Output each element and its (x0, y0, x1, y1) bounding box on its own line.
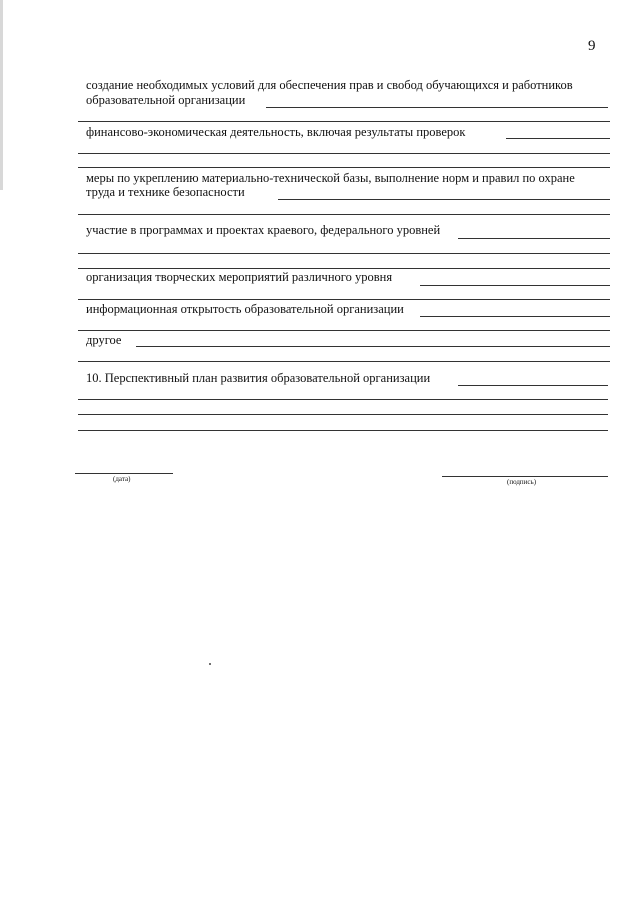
openness-answer-line[interactable] (420, 316, 610, 317)
other-answer-line[interactable] (78, 361, 610, 362)
scan-artifact (209, 663, 211, 665)
material-answer-line[interactable] (278, 199, 610, 200)
date-caption: (дата) (113, 475, 131, 483)
signature-line[interactable] (442, 476, 608, 477)
scan-left-edge (0, 0, 3, 190)
openness-answer-line[interactable] (78, 330, 610, 331)
openness-label: информационная открытость образовательной организации (86, 302, 404, 316)
plan-answer-line[interactable] (78, 399, 608, 400)
openness-answer-line[interactable] (78, 299, 610, 300)
creative-label: организация творческих мероприятий различного уровня (86, 270, 393, 284)
finance-answer-line[interactable] (78, 153, 610, 154)
programs-label: участие в программах и проектах краевого, федерального уровней (86, 223, 441, 237)
plan-answer-line[interactable] (78, 414, 608, 415)
finance-label: финансово-экономическая деятельность, включая результаты проверок (86, 125, 466, 139)
other-label: другое (86, 333, 122, 347)
conditions-answer-line[interactable] (266, 107, 608, 108)
material-label-line2: труда и технике безопасности (86, 185, 245, 199)
plan-answer-line[interactable] (78, 430, 608, 431)
creative-answer-line[interactable] (78, 268, 610, 269)
conditions-answer-line[interactable] (78, 121, 610, 122)
plan-label: 10. Перспективный план развития образовательной организации (86, 371, 431, 385)
signature-caption: (подпись) (507, 478, 537, 486)
finance-answer-line[interactable] (506, 138, 610, 139)
other-answer-line[interactable] (136, 346, 610, 347)
programs-answer-line[interactable] (458, 238, 610, 239)
conditions-label-line1: создание необходимых условий для обеспечения прав и свобод обучающихся и работников (86, 78, 573, 92)
material-answer-line[interactable] (78, 214, 610, 215)
page-number: 9 (588, 38, 596, 54)
programs-answer-line[interactable] (78, 253, 610, 254)
date-line[interactable] (75, 473, 173, 474)
conditions-label-line2: образовательной организации (86, 93, 246, 107)
creative-answer-line[interactable] (420, 285, 610, 286)
material-answer-line[interactable] (78, 167, 610, 168)
plan-answer-line[interactable] (458, 385, 608, 386)
material-label-line1: меры по укреплению материально-технической базы, выполнение норм и правил по охране (86, 171, 575, 185)
